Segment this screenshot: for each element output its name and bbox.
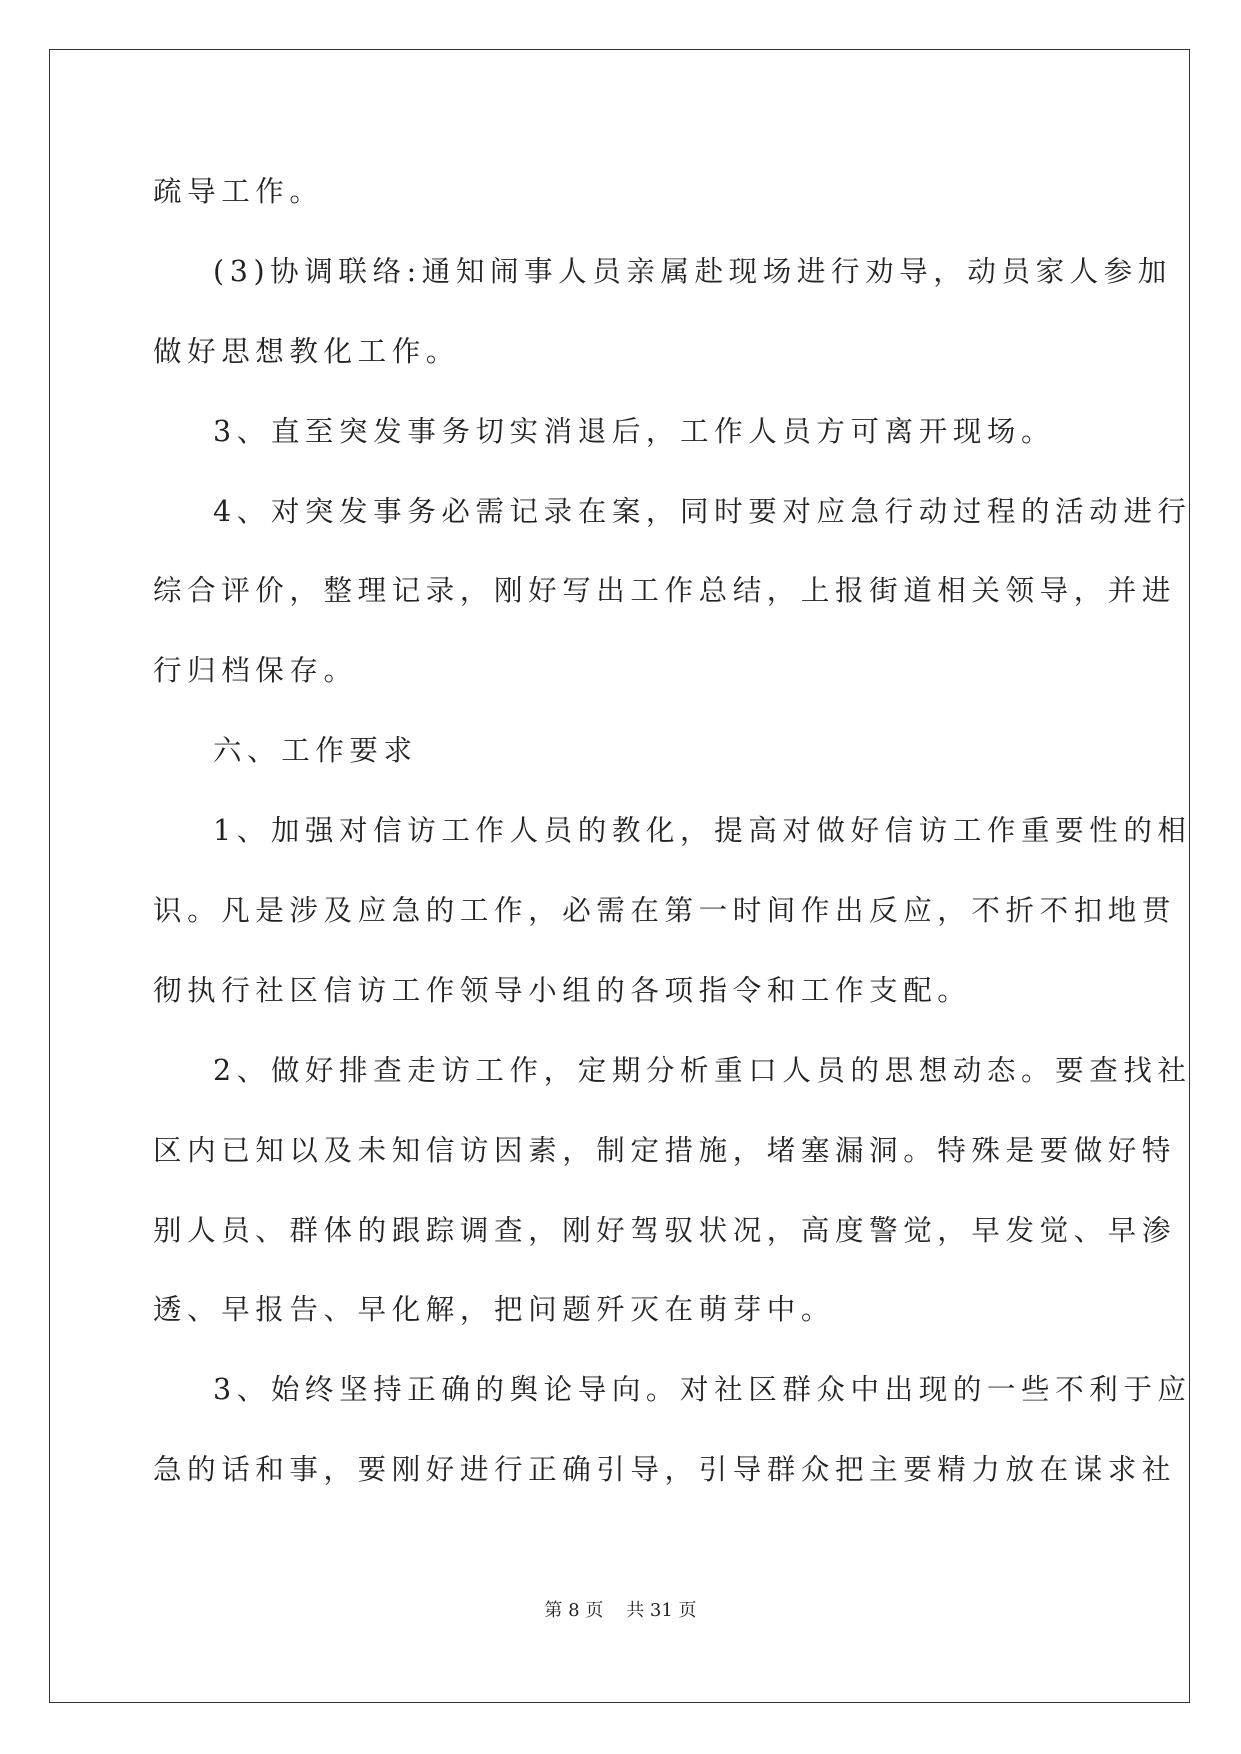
text-line: 行归档保存。 [153,654,358,688]
text-line: 2、做好排查走访工作，定期分析重口人员的思想动态。要查找社 [213,1053,1192,1087]
text-line: 4、对突发事务必需记录在案，同时要对应急行动过程的活动进行 [213,494,1192,528]
text-line: 疏导工作。 [153,175,324,208]
text-line: 别人员、群体的跟踪调查，刚好驾驭状况，高度警觉，早发觉、早渗 [153,1213,1177,1247]
text-line: 识。凡是涉及应急的工作，必需在第一时间作出反应，不折不扣地贯 [153,894,1177,928]
text-line: 3、始终坚持正确的舆论导向。对社区群众中出现的一些不利于应 [213,1373,1192,1407]
text-line: 综合评价，整理记录，刚好写出工作总结，上报街道相关领导，并进 [153,574,1177,608]
page-number: 第 8 页 共 31 页 [544,1600,697,1621]
text-line: 3、直至突发事务切实消退后，工作人员方可离开现场。 [213,414,1056,448]
document-body [153,152,1192,1510]
text-line: 做好思想教化工作。 [153,334,460,368]
text-line: 1、加强对信访工作人员的教化，提高对做好信访工作重要性的相 [213,814,1192,848]
text-line: (3)协调联络:通知闹事人员亲属赴现场进行劝导，动员家人参加 [213,254,1172,288]
text-line: 区内已知以及未知信访因素，制定措施，堵塞漏洞。特殊是要做好特 [153,1133,1177,1167]
text-line: 彻执行社区信访工作领导小组的各项指令和工作支配。 [153,973,972,1007]
text-line: 透、早报告、早化解，把问题歼灭在萌芽中。 [153,1293,836,1327]
section-heading: 六、工作要求 [213,734,418,768]
text-line: 急的话和事，要刚好进行正确引导，引导群众把主要精力放在谋求社 [153,1453,1177,1487]
